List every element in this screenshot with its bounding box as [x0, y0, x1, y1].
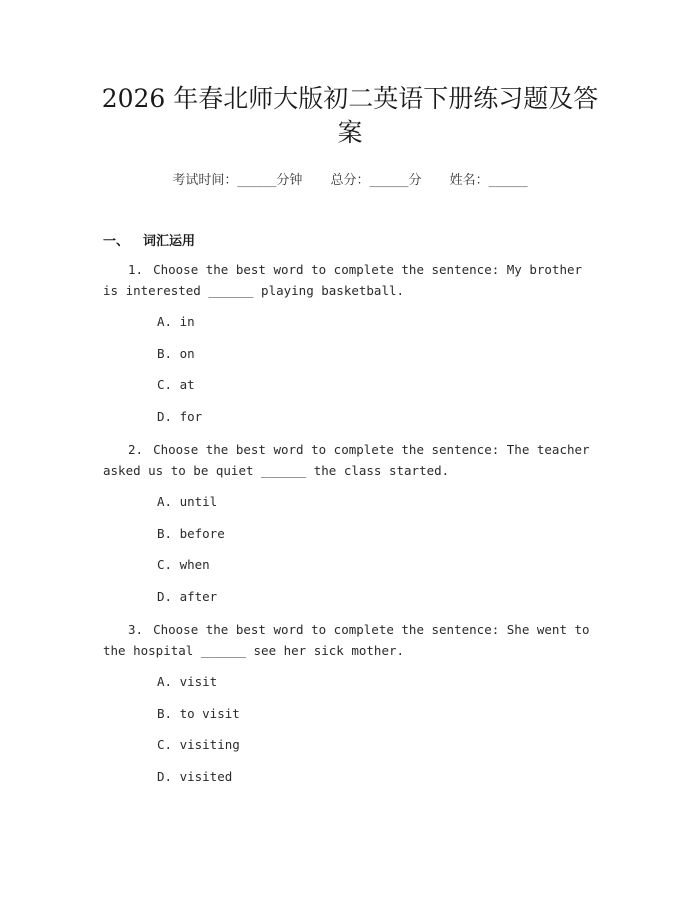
question-1-option-b: B. on — [157, 346, 195, 361]
total-score-unit: 分 — [408, 173, 422, 188]
question-2-option-b: B. before — [157, 526, 225, 541]
student-name-field — [450, 169, 528, 188]
total-score-label: 总分： — [330, 173, 370, 188]
total-score-field — [330, 169, 421, 188]
section-heading — [103, 230, 195, 249]
section-number: 一、 — [103, 234, 130, 249]
question-text: Choose the best word to complete the sentence: She went to the hospital ______ see her sick mother. — [103, 622, 590, 658]
question-3-option-a: A. visit — [157, 674, 218, 689]
question-2-option-c: C. when — [157, 557, 210, 572]
question-3 — [103, 619, 603, 661]
question-3-option-c: C. visiting — [157, 737, 240, 752]
question-2-option-d: D. after — [157, 589, 218, 604]
question-3-option-d: D. visited — [157, 769, 233, 784]
document-title: 2026 年春北师大版初二英语下册练习题及答案 — [101, 84, 599, 147]
question-2-option-a: A. until — [157, 494, 218, 509]
question-1 — [103, 259, 603, 301]
exam-time-label: 考试时间： — [172, 173, 238, 188]
exam-info-line — [0, 169, 700, 188]
question-2 — [103, 439, 603, 481]
question-1-option-a: A. in — [157, 314, 195, 329]
exam-time-unit: 分钟 — [276, 173, 303, 188]
question-number: 1. — [128, 262, 144, 277]
question-number: 3. — [128, 622, 144, 637]
student-name-blank: ______ — [488, 173, 528, 188]
question-1-option-c: C. at — [157, 377, 195, 392]
question-text: Choose the best word to complete the sentence: The teacher asked us to be quiet ______ the class started. — [103, 442, 590, 478]
question-1-option-d: D. for — [157, 409, 203, 424]
question-text: Choose the best word to complete the sentence: My brother is interested ______ playing basketball. — [103, 262, 583, 298]
exam-time-field — [172, 169, 302, 188]
question-number: 2. — [128, 442, 144, 457]
exam-time-blank: ______ — [237, 173, 277, 188]
total-score-blank: ______ — [369, 173, 409, 188]
question-3-option-b: B. to visit — [157, 706, 240, 721]
section-title: 词汇运用 — [143, 234, 196, 249]
student-name-label: 姓名： — [449, 173, 489, 188]
